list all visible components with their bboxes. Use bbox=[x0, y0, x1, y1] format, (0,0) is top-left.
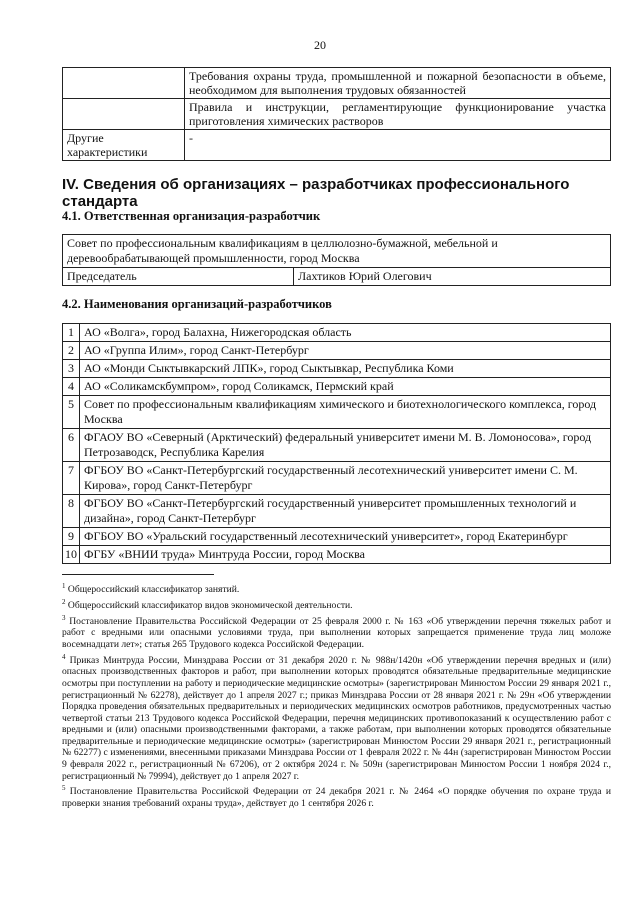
org-name: ФГБУ «ВНИИ труда» Минтруда России, город Москва bbox=[80, 546, 611, 564]
org-number: 1 bbox=[63, 324, 80, 342]
footnote-text: Общероссийский классификатор занятий. bbox=[67, 584, 240, 596]
row-label bbox=[63, 68, 185, 99]
org-name: ФГБОУ ВО «Санкт-Петербургский государственный лесотехнический университет имени С. М. Кирова», город Санкт-Петербург bbox=[80, 462, 611, 495]
org-name: ФГАОУ ВО «Северный (Арктический) федеральный университет имени М. В. Ломоносова», город Петрозаводск, Республика Карелия bbox=[80, 429, 611, 462]
table-row bbox=[63, 462, 611, 495]
footnote-divider bbox=[62, 574, 214, 575]
footnote-mark: 4 bbox=[62, 652, 66, 661]
characteristics-table bbox=[62, 67, 611, 161]
footnote bbox=[62, 613, 611, 651]
table-row bbox=[63, 360, 611, 378]
footnote-mark: 1 bbox=[62, 582, 66, 590]
row-text: Правила и инструкции, регламентирующие функционирование участка приготовления химических растворов bbox=[185, 99, 611, 130]
footnote-text: Постановление Правительства Российской Федерации от 25 февраля 2000 г. № 163 «Об утверждении перечня тяжелых работ и работ с вредными или опасными условиями труда, при выполнении которых запрещается применение труда лиц моложе восемнадцати лет»; статья 265 Трудового кодекса Российской Федерации. bbox=[62, 615, 611, 650]
table-row bbox=[63, 528, 611, 546]
org-name: ФГБОУ ВО «Уральский государственный лесотехнический университет», город Екатеринбург bbox=[80, 528, 611, 546]
org-number: 10 bbox=[63, 546, 80, 564]
footnote bbox=[62, 783, 611, 809]
row-label: Другие характеристики bbox=[63, 130, 185, 161]
chair-name: Лахтиков Юрий Олегович bbox=[294, 268, 611, 286]
footnote bbox=[62, 652, 611, 783]
table-row bbox=[63, 324, 611, 342]
table-row bbox=[63, 396, 611, 429]
table-row bbox=[63, 342, 611, 360]
table-row bbox=[63, 130, 611, 161]
footnote-mark: 3 bbox=[62, 613, 66, 622]
org-name: АО «Группа Илим», город Санкт-Петербург bbox=[80, 342, 611, 360]
table-row bbox=[63, 68, 611, 99]
section-title: IV. Сведения об организациях – разработчиках профессионального стандарта bbox=[62, 176, 570, 210]
org-name: Совет по профессиональным квалификациям химического и биотехнологического комплекса, город Москва bbox=[80, 396, 611, 429]
table-row bbox=[63, 99, 611, 130]
org-number: 3 bbox=[63, 360, 80, 378]
page-number: 20 bbox=[314, 38, 326, 52]
responsible-org-table bbox=[62, 234, 611, 286]
row-text: Требования охраны труда, промышленной и пожарной безопасности в объеме, необходимом для выполнения трудовых обязанностей bbox=[185, 68, 611, 99]
table-row bbox=[63, 235, 611, 268]
developer-orgs-table bbox=[62, 323, 611, 564]
org-name: ФГБОУ ВО «Санкт-Петербургский государственный университет промышленных технологий и дизайна», город Санкт-Петербург bbox=[80, 495, 611, 528]
footnote-text: Общероссийский классификатор видов экономической деятельности. bbox=[67, 599, 353, 611]
table-row bbox=[63, 546, 611, 564]
org-number: 8 bbox=[63, 495, 80, 528]
footnote-text: Постановление Правительства Российской Федерации от 24 декабря 2021 г. № 2464 «О порядке обучения по охране труда и проверки знания требований охраны труда», действует до 1 сентября 2026 г. bbox=[62, 786, 611, 810]
chair-label: Председатель bbox=[63, 268, 294, 286]
footnote-mark: 5 bbox=[62, 784, 66, 793]
footnote bbox=[62, 581, 611, 596]
org-number: 2 bbox=[63, 342, 80, 360]
subsection-title-responsible: 4.1. Ответственная организация-разработчик bbox=[62, 209, 321, 223]
org-number: 5 bbox=[63, 396, 80, 429]
footnotes bbox=[62, 581, 611, 811]
org-number: 9 bbox=[63, 528, 80, 546]
org-number: 6 bbox=[63, 429, 80, 462]
org-number: 7 bbox=[63, 462, 80, 495]
table-row bbox=[63, 268, 611, 286]
table-row bbox=[63, 495, 611, 528]
footnote-mark: 2 bbox=[62, 597, 66, 606]
row-label bbox=[63, 99, 185, 130]
responsible-org-name: Совет по профессиональным квалификациям в целлюлозно-бумажной, мебельной и деревообрабатывающей промышленности, город Москва bbox=[63, 235, 611, 268]
subsection-title-developers: 4.2. Наименования организаций-разработчиков bbox=[62, 297, 332, 311]
org-number: 4 bbox=[63, 378, 80, 396]
table-row bbox=[63, 378, 611, 396]
row-text: - bbox=[185, 130, 611, 161]
footnote bbox=[62, 597, 611, 612]
org-name: АО «Соликамскбумпром», город Соликамск, Пермский край bbox=[80, 378, 611, 396]
org-name: АО «Монди Сыктывкарский ЛПК», город Сыктывкар, Республика Коми bbox=[80, 360, 611, 378]
table-row bbox=[63, 429, 611, 462]
footnote-text: Приказ Минтруда России, Минздрава России от 31 декабря 2020 г. № 988н/1420н «Об утверждении перечня вредных и (или) опасных производственных факторов и работ, при выполнении которых проводятся обязательные предварительные медицинские осмотры при поступлении на работу и периодические медицинские осмотры» (зарегистрирован Минюстом России 29 января 2021 г., регистрационный № 62278), действует до 1 апреля 2027 г.; приказ Минздрава России от 28 января 2021 г. № 29н «Об утверждении Порядка проведения обязательных предварительных и периодических медицинских осмотров работников, предусмотренных частью четвертой статьи 213 Трудового кодекса Российской Федерации, перечня медицинских противопоказаний к осуществлению работ с вредными и (или) опасными производственными факторами, а также работам, при выполнении которых проводятся обязательные предварительные и периодические медицинские осмотры» (зарегистрирован Минюстом России 29 января 2021 г., регистрационный № 62277) с изменениями, внесенными приказами Минздрава России от 1 февраля 2022 г. № 44н (зарегистрирован Минюстом России 9 февраля 2022 г., регистрационный № 67206), от 2 октября 2024 г. № 509н (зарегистрирован Минюстом России 1 ноября 2024 г., регистрационный № 79994), действует до 1 апреля 2027 г. bbox=[62, 654, 611, 782]
org-name: АО «Волга», город Балахна, Нижегородская область bbox=[80, 324, 611, 342]
